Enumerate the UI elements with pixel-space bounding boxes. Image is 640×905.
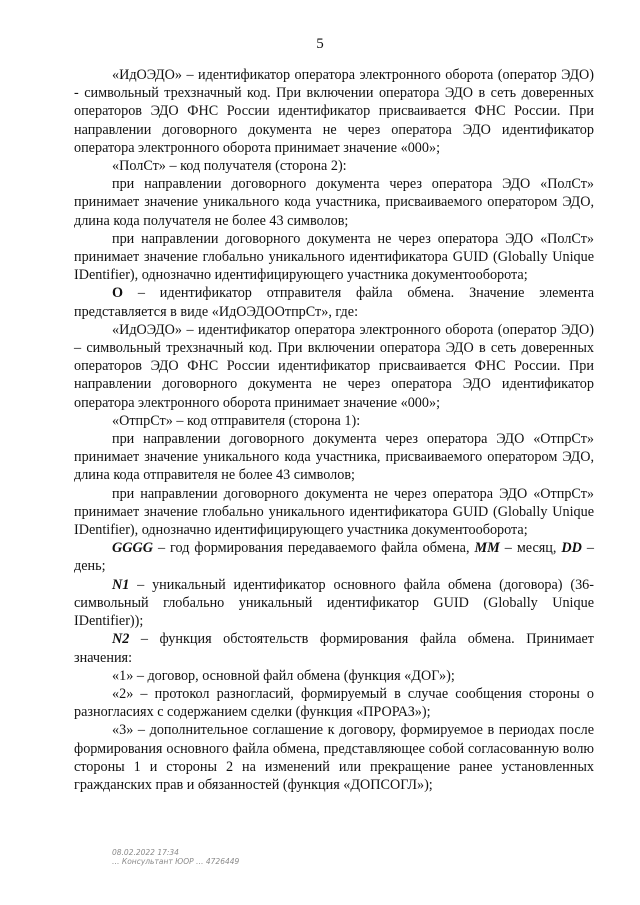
footer-stamp <box>112 848 239 866</box>
text-segment: при направлении договорного документа не через оператора ЭДО «ПолСт» принимает значение глобально уникального идентификатора GUID (Globally Unique IDentifier), однозначно идентифицирующего участника документооборота; <box>74 230 594 284</box>
term: N2 <box>112 631 130 648</box>
text-segment: при направлении договорного документа не через оператора ЭДО «ОтпрСт» принимает значение глобально уникального идентификатора GUID (Globally Unique IDentifier), однозначно идентифицирующего участника документооборота; <box>74 485 594 539</box>
text-segment: – уникальный идентификатор основного файла обмена (договора) (36-символьный глобально уникальный идентификатор GUID (Globally Unique IDentifier)); <box>74 576 594 630</box>
paragraph <box>74 576 594 631</box>
text-segment: «2» – протокол разногласий, формируемый в случае сообщения стороны о разногласиях с содержанием сделки (функция «ПРОРАЗ»); <box>74 685 594 721</box>
paragraph <box>74 157 594 175</box>
paragraph <box>74 630 594 666</box>
footer-timestamp: 08.02.2022 17:34 <box>112 848 179 857</box>
paragraph <box>74 412 594 430</box>
text-segment: – день; <box>74 540 594 575</box>
text-segment: «ПолСт» – код получателя (сторона 2): <box>112 158 347 175</box>
text-segment: – функция обстоятельств формирования файла обмена. Принимает значения: <box>74 631 594 666</box>
text-segment: при направлении договорного документа через оператора ЭДО «ПолСт» принимает значение уникального кода участника, присваиваемого оператором ЭДО, длина кода получателя не более 43 символов; <box>74 176 594 229</box>
text-segment: «ИдОЭДО» – идентификатор оператора электронного оборота (оператор ЭДО) - символьный трехзначный код. При включении оператора ЭДО в сеть доверенных операторов ЭДО ФНС России идентификатор присваивается ФНС России. При направлении договорного документа не через оператора ЭДО идентификатор оператора электронного оборота принимает значение «000»; <box>74 67 594 156</box>
text-segment: – месяц, <box>499 540 562 557</box>
paragraph <box>74 66 594 157</box>
text-segment: «ОтпрСт» – код отправителя (сторона 1): <box>112 412 361 429</box>
text-segment: «1» – договор, основной файл обмена (функция «ДОГ»); <box>112 667 455 684</box>
paragraph <box>74 430 594 485</box>
text-segment: «3» – дополнительное соглашение к договору, формируемое в периодах после формирования основного файла обмена, представляющее собой согласованную волю стороны 1 и стороны 2 на изменений или прекращение ранее установленных гражданских прав и обязанностей (функция «ДОПСОГЛ»); <box>74 722 594 793</box>
page-number: 5 <box>316 36 324 52</box>
paragraph <box>74 685 594 721</box>
footer-source: … Консультант ЮОР … 4726449 <box>112 857 240 866</box>
document-body <box>74 66 594 794</box>
term: MM <box>474 540 500 557</box>
text-segment: – идентификатор отправителя файла обмена. Значение элемента представляется в виде «ИдОЭДООтпрСт», где: <box>74 285 594 320</box>
text-segment: «ИдОЭДО» – идентификатор оператора электронного оборота (оператор ЭДО) – символьный трехзначный код. При включении оператора ЭДО в сеть доверенных операторов ЭДО ФНС России идентификатор присваивается ФНС России. При направлении договорного документа не через оператора ЭДО идентификатор оператора электронного оборота принимает значение «000»; <box>74 321 594 411</box>
paragraph <box>74 284 594 320</box>
term: O <box>112 285 124 302</box>
text-segment: – год формирования передаваемого файла обмена, <box>152 540 475 557</box>
paragraph <box>74 485 594 540</box>
paragraph <box>74 230 594 285</box>
text-segment: при направлении договорного документа через оператора ЭДО «ОтпрСт» принимает значение уникального кода участника, присваиваемого оператором ЭДО, длина кода отправителя не более 43 символов; <box>74 431 594 484</box>
paragraph <box>74 175 594 230</box>
term: GGGG <box>112 540 153 557</box>
paragraph <box>74 667 594 685</box>
term: N1 <box>112 576 130 593</box>
paragraph <box>74 721 594 794</box>
paragraph <box>74 539 594 575</box>
paragraph <box>74 321 594 412</box>
term: DD <box>561 540 582 557</box>
